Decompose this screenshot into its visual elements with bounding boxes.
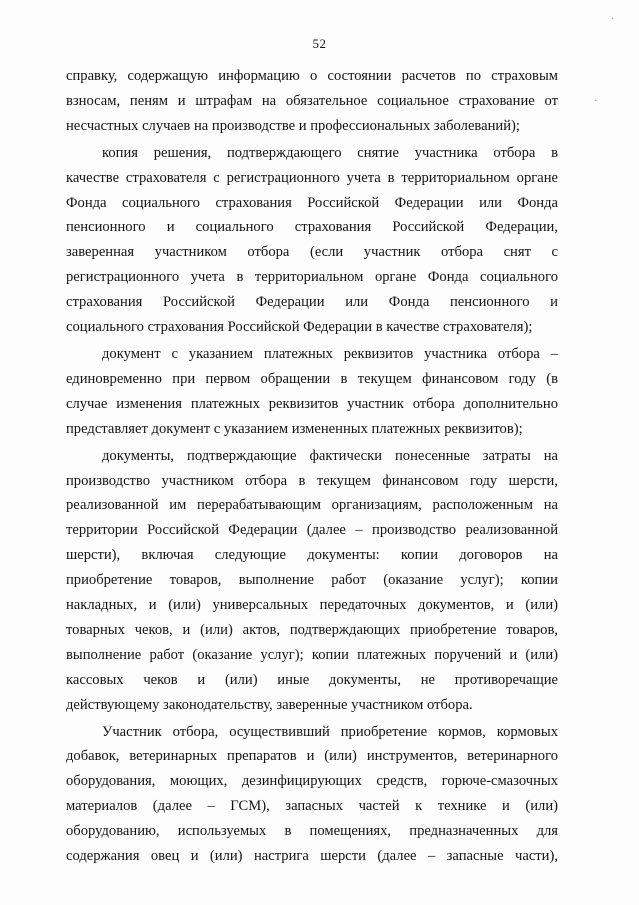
- text-line: справку, содержащую информацию о состоянии расчетов по страховым: [66, 68, 558, 84]
- text-line: случае изменения платежных реквизитов участник отбора дополнительно: [66, 395, 558, 412]
- paragraph-certificate: [66, 64, 558, 139]
- text-line: страхования Российской Федерации или Фонда пенсионного и: [66, 294, 558, 311]
- text-line: товарных чеков, и (или) актов, подтверждающих приобретение товаров,: [66, 621, 558, 638]
- text-line: шерсти), включая следующие документы: копии договоров на: [66, 547, 558, 564]
- text-line: действующему законодательству, заверенные участником отбора.: [66, 696, 473, 713]
- text-line: документы, подтверждающие фактически понесенные затраты на: [102, 447, 558, 464]
- text-line: несчастных случаев на производстве и профессиональных заболеваний);: [66, 117, 520, 134]
- text-line: качестве страхователя с регистрационного учета в территориальном органе: [66, 169, 558, 186]
- text-line: материалов (далее – ГСМ), запасных частей к технике и (или): [66, 798, 558, 815]
- text-line: взносам, пеням и штрафам на обязательное социальное страхование от: [66, 92, 558, 109]
- scan-speck: ·: [611, 14, 615, 25]
- text-line: пенсионного и социального страхования Российской Федерации,: [66, 219, 558, 236]
- page-number: 52: [312, 36, 327, 51]
- paragraph-payment-details: [66, 342, 558, 442]
- paragraph-deregistration-copy: [66, 141, 558, 340]
- text-line: оборудованию, используемых в помещениях, предназначенных для: [66, 823, 558, 840]
- text-line: добавок, ветеринарных препаратов и (или) инструментов, ветеринарного: [66, 748, 558, 765]
- text-line: территории Российской Федерации (далее – производство реализованной: [66, 522, 558, 539]
- text-line: социального страхования Российской Федерации в качестве страхователя);: [66, 319, 533, 336]
- text-line: представляет документ с указанием измененных платежных реквизитов);: [66, 420, 523, 437]
- scan-speck: ·: [594, 96, 598, 107]
- text-line: реализованной им перерабатывающим организациям, расположенным на: [66, 497, 558, 514]
- document-body: [66, 64, 558, 871]
- text-line: единовременно при первом обращении в текущем финансовом году (в: [66, 370, 558, 387]
- text-line: оборудования, моющих, дезинфицирующих средств, горюче-смазочных: [66, 773, 558, 790]
- text-line: приобретение товаров, выполнение работ (оказание услуг); копии: [66, 572, 558, 589]
- text-line: заверенная участником отбора (если участник отбора снят с: [66, 244, 558, 261]
- text-line: копия решения, подтверждающего снятие участника отбора в: [102, 144, 558, 161]
- text-line: содержания овец и (или) настрига шерсти (далее – запасные части),: [66, 848, 558, 865]
- text-line: выполнение работ (оказание услуг); копии платежных поручений и (или): [66, 646, 558, 663]
- text-line: документ с указанием платежных реквизитов участника отбора –: [102, 345, 558, 362]
- paragraph-expense-documents: [66, 444, 558, 718]
- text-line: кассовых чеков и (или) иные документы, не противоречащие: [66, 671, 558, 688]
- text-line: регистрационного учета в территориальном органе Фонда социального: [66, 269, 558, 286]
- paragraph-purchases: [66, 720, 558, 869]
- text-line: производство участником отбора в текущем финансовом году шерсти,: [66, 472, 558, 489]
- text-line: накладных, и (или) универсальных передаточных документов, и (или): [66, 597, 558, 614]
- text-line: Участник отбора, осуществивший приобретение кормов, кормовых: [102, 723, 558, 740]
- text-line: Фонда социального страхования Российской Федерации или Фонда: [66, 194, 558, 211]
